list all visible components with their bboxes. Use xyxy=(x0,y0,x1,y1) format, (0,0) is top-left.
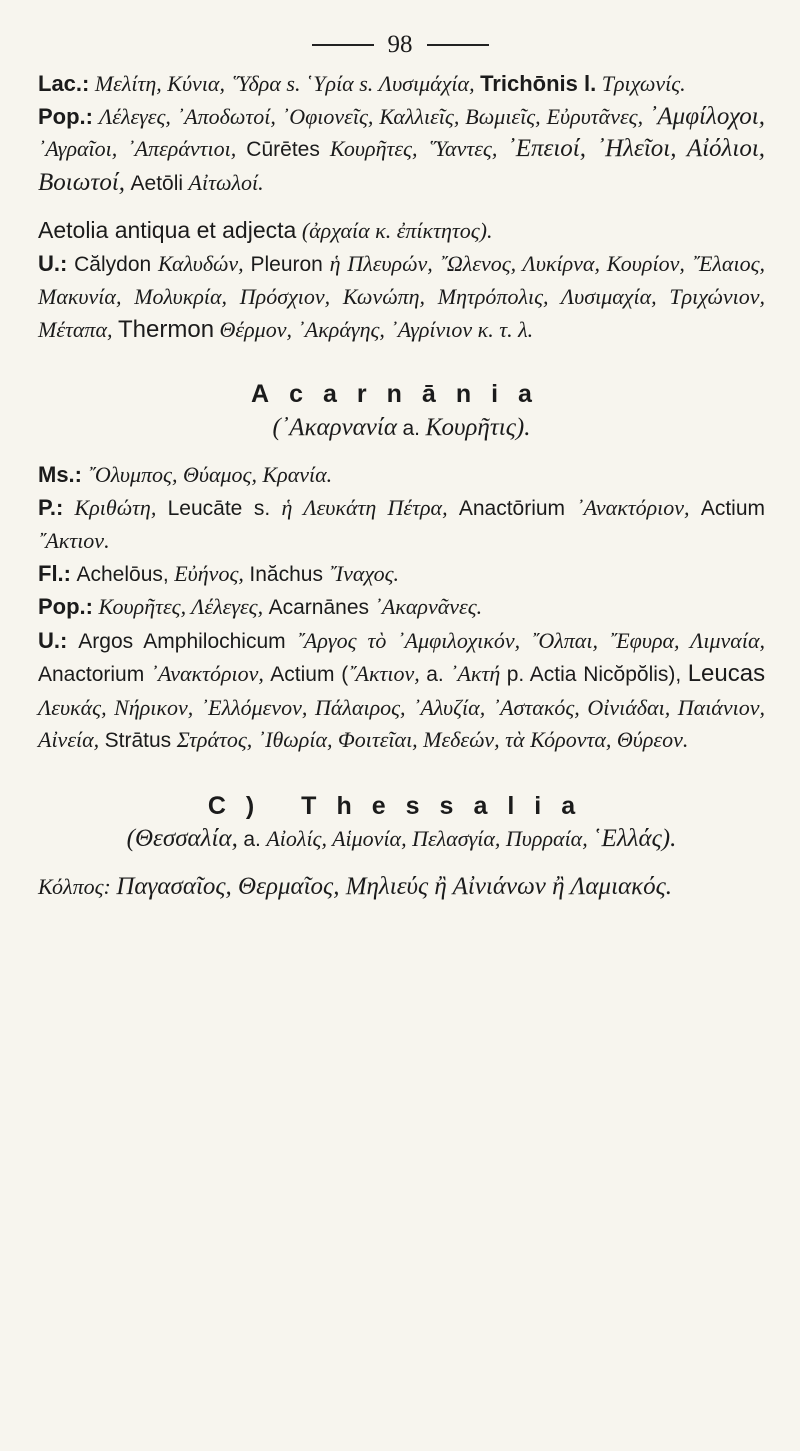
acarnania-greek-1: (᾿Ακαρνανία xyxy=(272,413,397,441)
u2-label: U.: xyxy=(38,627,68,653)
pop-greek-1: Λέλεγες, ᾿Αποδωτοί, ᾿Οφιονεῖς, Καλλιεῖς, Βωμιεῖς, Εὐρυτᾶνες, xyxy=(98,103,644,129)
thessalia-heading xyxy=(38,790,765,824)
thessalia-alt: a. xyxy=(243,828,261,851)
pop-latin-1: Cūrētes xyxy=(246,138,320,161)
spacer xyxy=(38,445,765,459)
fl-latin-1: Achelōus, xyxy=(76,562,169,586)
page-number: 98 xyxy=(387,31,413,58)
acarnania-subtitle xyxy=(38,412,765,446)
p-latin-2: Anactōrium xyxy=(458,496,566,520)
u2-greek-6: Στράτος, ᾿Ιθωρία, Φοιτεῖαι, Μεδεών, τὰ Κόροντα, Θύρεον. xyxy=(176,727,689,752)
pop-latin-2: Aetōli xyxy=(130,171,184,195)
p-greek-4: ῎Ακτιον. xyxy=(38,528,110,553)
acarnania-alt: a. xyxy=(402,416,420,440)
aetolia-heading xyxy=(38,214,765,248)
thessalia-subtitle xyxy=(38,823,765,857)
ms-label: Ms.: xyxy=(38,462,82,487)
page-body xyxy=(38,68,765,903)
thessalia-greek-1: (Θεσσαλία, xyxy=(126,825,238,852)
thessalia-title: C) Thessalia xyxy=(207,791,596,820)
u1-greek-2: ἡ Πλευρών, ῎Ωλενος, Λυκίρνα, Κουρίον, ῎Ελαιος, Μακυνία, Μολυκρία, Πρόσχιον, Κωνώπη, Μητρόπολις, Λυσιμαχία, Τριχώνιον, Μέταπα, xyxy=(38,250,766,342)
u2-latin-4: a. xyxy=(426,663,444,686)
kolpos-label: Κόλπος: xyxy=(38,873,111,899)
u1-latin-2: Pleuron xyxy=(250,252,323,276)
header-rule-right xyxy=(427,44,489,46)
kolpos-greek: Παγασαῖος, Θερμαῖος, Μηλιεύς ἢ Αἰνιάνων ἢ Λαμιακός. xyxy=(116,872,673,900)
u2-latin-2: Anactorium xyxy=(38,663,145,686)
acarnania-heading xyxy=(38,378,765,412)
acarnania-title: Acarnānia xyxy=(251,380,552,408)
kolpos-entry xyxy=(38,871,765,904)
pop2-label: Pop.: xyxy=(38,594,93,619)
lac-greek-1: Μελίτη, Κύνια, ῞Υδρα s. ῾Υρία s. Λυσιμάχία, xyxy=(94,71,475,96)
pop2-greek-2: ᾿Ακαρνᾶνες. xyxy=(374,594,483,619)
aetolia-title: Aetolia antiqua et adjecta xyxy=(38,217,297,243)
pop-label: Pop.: xyxy=(38,103,93,129)
u1-latin-1: Călydon xyxy=(74,252,152,276)
spacer xyxy=(38,346,765,378)
thessalia-greek-3: ῾Ελλάς). xyxy=(593,825,677,852)
pop-greek-big-1: ᾿Αμφίλοχοι, xyxy=(649,102,765,130)
pop-greek-3: Κουρῆτες, ῞Υαντες, xyxy=(329,136,498,161)
lac-latin: Trichōnis l. xyxy=(480,71,597,96)
pop-greek-2: ᾿Αγραῖοι, ᾿Απεράντιοι, xyxy=(38,136,237,161)
pop2-entry xyxy=(38,591,765,625)
u1-entry xyxy=(38,248,765,347)
u2-greek-5: Λευκάς, Νήρικον, ᾿Ελλόμενον, Πάλαιρος, ᾿Αλυζία, ᾿Αστακός, Οἰνιάδαι, Παιάνιον, Αἰνεία, xyxy=(38,694,765,752)
pop-entry xyxy=(38,101,765,201)
lac-label: Lac.: xyxy=(38,71,90,96)
u2-greek-1: ῎Αργος τὸ ᾿Αμφιλοχικόν, ῎Ολπαι, ῎Εφυρα, Λιμναία, xyxy=(296,627,766,653)
pop2-latin: Acarnānes xyxy=(268,596,370,619)
u1-greek-3: Θέρμον, ᾿Ακράγης, ᾿Αγρίνιον κ. τ. λ. xyxy=(219,316,534,342)
u2-latin-1: Argos Amphilochicum xyxy=(78,629,286,653)
u2-greek-3: ῎Ακτιον, xyxy=(348,661,420,686)
p-greek-1: Κριθώτη, xyxy=(74,494,157,520)
u1-label: U.: xyxy=(38,250,68,276)
p-entry xyxy=(38,492,765,558)
p-greek-2: ἡ Λευκάτη Πέτρα, xyxy=(281,494,448,520)
u1-greek-1: Καλυδών, xyxy=(157,250,244,276)
u2-latin-7: Strātus xyxy=(104,729,172,752)
spacer xyxy=(38,857,765,871)
spacer xyxy=(38,758,765,790)
p-latin-1: Leucāte s. xyxy=(167,496,271,520)
u2-entry xyxy=(38,625,765,758)
u2-latin-5: p. Actia Nicŏpŏlis), xyxy=(506,663,682,686)
ms-entry xyxy=(38,459,765,492)
u2-latin-6: Leucas xyxy=(687,660,766,687)
p-label: P.: xyxy=(38,494,64,520)
pop-greek-4: Αἰτωλοί. xyxy=(188,169,264,195)
lac-greek-2: Τριχωνίς. xyxy=(601,71,686,96)
u2-latin-3: Actium ( xyxy=(270,663,349,686)
u1-latin-3: Thermon xyxy=(118,315,215,343)
page-header xyxy=(0,28,800,62)
aetolia-greek: (ἀρχαία κ. ἐπίκτητος). xyxy=(301,218,493,243)
spacer xyxy=(38,200,765,214)
pop2-greek-1: Κουρῆτες, Λέλεγες, xyxy=(98,594,264,619)
u2-greek-4: ᾿Ακτή xyxy=(450,661,501,686)
p-greek-3: ᾿Ανακτόριον, xyxy=(576,494,690,520)
fl-latin-2: Inăchus xyxy=(249,562,323,586)
u2-greek-2: ᾿Ανακτόριον, xyxy=(150,661,264,686)
fl-greek-2: ῎Ιναχος. xyxy=(328,560,400,586)
pop-greek-big-2: ᾿Επειοί, ᾿Ηλεῖοι, Αἰόλιοι, Βοιωτοί, xyxy=(38,135,766,196)
p-latin-3: Actium xyxy=(700,496,766,520)
fl-greek-1: Εὐήνος, xyxy=(174,560,244,586)
ms-greek: ῎Ολυμπος, Θύαμος, Κρανία. xyxy=(87,462,333,487)
lac-entry xyxy=(38,68,765,101)
acarnania-greek-2: Κουρῆτις). xyxy=(425,413,531,441)
thessalia-greek-2: Αἰολίς, Αἱμονία, Πελασγία, Πυρραία, xyxy=(266,826,588,851)
header-rule-left xyxy=(312,44,374,46)
fl-label: Fl.: xyxy=(38,560,71,586)
fl-entry xyxy=(38,558,765,592)
